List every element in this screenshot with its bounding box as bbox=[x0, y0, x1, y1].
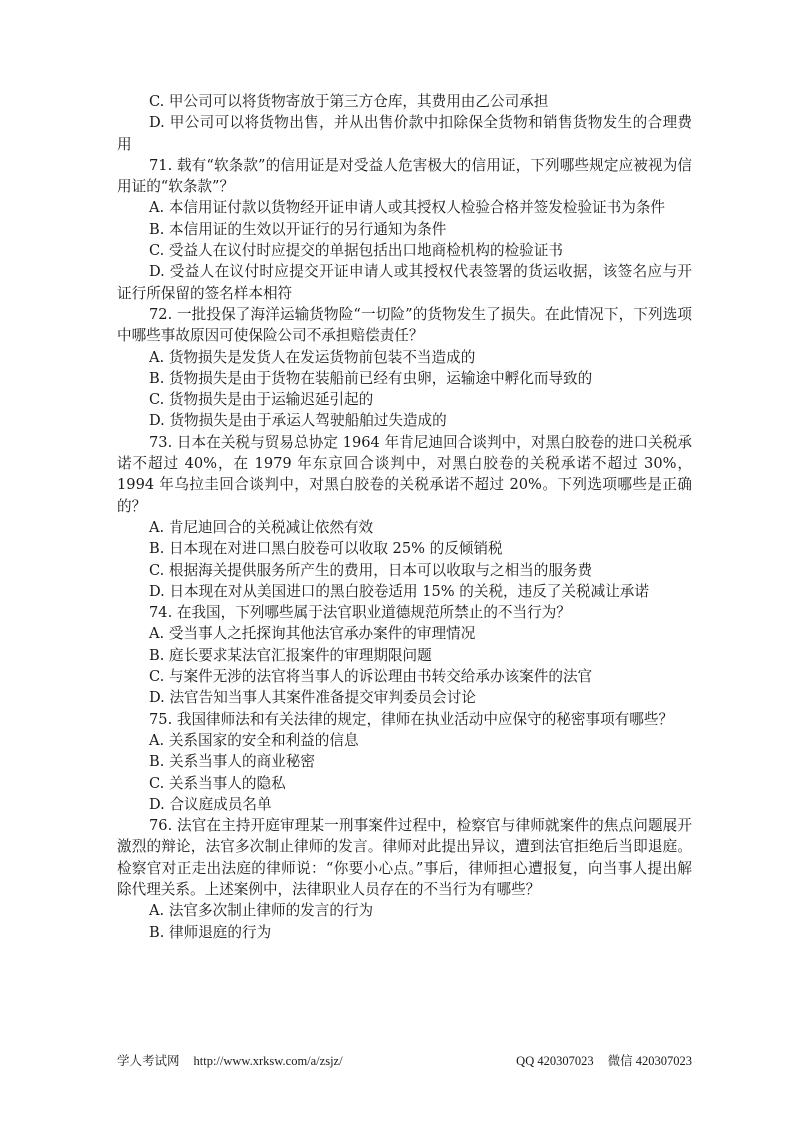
option-74a: A. 受当事人之托探询其他法官承办案件的审理情况 bbox=[149, 625, 476, 643]
option-76b: B. 律师退庭的行为 bbox=[149, 923, 272, 941]
option-72c: C. 货物损失是由于运输迟延引起的 bbox=[149, 391, 374, 409]
footer-url-link[interactable]: http://www.xrksw.com/a/zsjz/ bbox=[193, 1054, 343, 1068]
option-74b: B. 庭长要求某法官汇报案件的审理期限问题 bbox=[149, 646, 432, 664]
option-71a: A. 本信用证付款以货物经开证申请人或其授权人检验合格并签发检验证书为条件 bbox=[149, 199, 666, 217]
option-76a: A. 法官多次制止律师的发言的行为 bbox=[149, 902, 374, 920]
option-70d: D. 甲公司可以将货物出售，并从出售价款中扣除保全货物和销售货物发生的合理费用 bbox=[117, 114, 692, 153]
question-72: 72. 一批投保了海洋运输货物险“一切险”的货物发生了损失。在此情况下，下列选项中哪些事故原因可使保险公司不承担赔偿责任？ bbox=[117, 305, 692, 345]
option-75a: A. 关系国家的安全和利益的信息 bbox=[149, 731, 359, 749]
footer-right bbox=[516, 1051, 692, 1069]
option-75b: B. 关系当事人的商业秘密 bbox=[149, 753, 315, 771]
option-74c: C. 与案件无涉的法官将当事人的诉讼理由书转交给承办该案件的法官 bbox=[149, 668, 593, 686]
option-71c: C. 受益人在议付时应提交的单据包括出口地商检机构的检验证书 bbox=[149, 242, 563, 260]
option-71b: B. 本信用证的生效以开证行的另行通知为条件 bbox=[149, 220, 447, 238]
footer-site-name: 学人考试网 bbox=[117, 1054, 180, 1068]
question-76: 76. 法官在主持开庭审理某一刑事案件过程中，检察官与律师就案件的焦点问题展开激烈的辩论，法官多次制止律师的发言。律师对此提出异议，遭到法官拒绝后当即退庭。检察官对正走出法庭的律师说：“你要小心点。”事后，律师担心遭报复，向当事人提出解除代理关系。上述案例中，法律职业人员存在的不当行为有哪些？ bbox=[117, 817, 692, 898]
option-75c: C. 关系当事人的隐私 bbox=[149, 774, 286, 792]
footer-qq: QQ 420307023 bbox=[516, 1054, 594, 1068]
option-73b: B. 日本现在对进口黑白胶卷可以收取 25% 的反倾销税 bbox=[149, 540, 503, 558]
question-73: 73. 日本在关税与贸易总协定 1964 年肯尼迪回合谈判中，对黑白胶卷的进口关税承诺不超过 40%，在 1979 年东京回合谈判中，对黑白胶卷的关税承诺不超过 30%，1994 年乌拉圭回合谈判中，对黑白胶卷的关税承诺不超过 20%。下列选项哪些是正确的？ bbox=[117, 433, 692, 515]
footer-wechat: 微信 420307023 bbox=[607, 1054, 692, 1068]
option-71d: D. 受益人在议付时应提交开证申请人或其授权代表签署的货运收据，该签名应与开证行所保留的签名样本相符 bbox=[117, 263, 692, 302]
question-75: 75. 我国律师法和有关法律的规定，律师在执业活动中应保守的秘密事项有哪些？ bbox=[149, 710, 674, 728]
option-70c: C. 甲公司可以将货物寄放于第三方仓库，其费用由乙公司承担 bbox=[149, 93, 549, 110]
option-72a: A. 货物损失是发货人在发运货物前包装不当造成的 bbox=[149, 348, 476, 366]
option-73c: C. 根据海关提供服务所产生的费用，日本可以收取与之相当的服务费 bbox=[149, 561, 593, 579]
option-75d: D. 合议庭成员名单 bbox=[149, 795, 272, 813]
option-74d: D. 法官告知当事人其案件准备提交审判委员会讨论 bbox=[149, 689, 476, 707]
option-72d: D. 货物损失是由于承运人驾驶船舶过失造成的 bbox=[149, 412, 447, 430]
option-73d: D. 日本现在对从美国进口的黑白胶卷适用 15% 的关税，违反了关税减让承诺 bbox=[149, 582, 649, 600]
document-body bbox=[117, 91, 692, 943]
option-73a: A. 肯尼迪回合的关税减让依然有效 bbox=[149, 518, 374, 536]
option-72b: B. 货物损失是由于货物在装船前已经有虫卵，运输途中孵化而导致的 bbox=[149, 369, 593, 387]
question-71: 71. 载有“软条款”的信用证是对受益人危害极大的信用证，下列哪些规定应被视为信用证的“软条款”？ bbox=[117, 156, 692, 196]
question-74: 74. 在我国，下列哪些属于法官职业道德规范所禁止的不当行为？ bbox=[149, 604, 571, 622]
footer-left bbox=[117, 1051, 343, 1069]
